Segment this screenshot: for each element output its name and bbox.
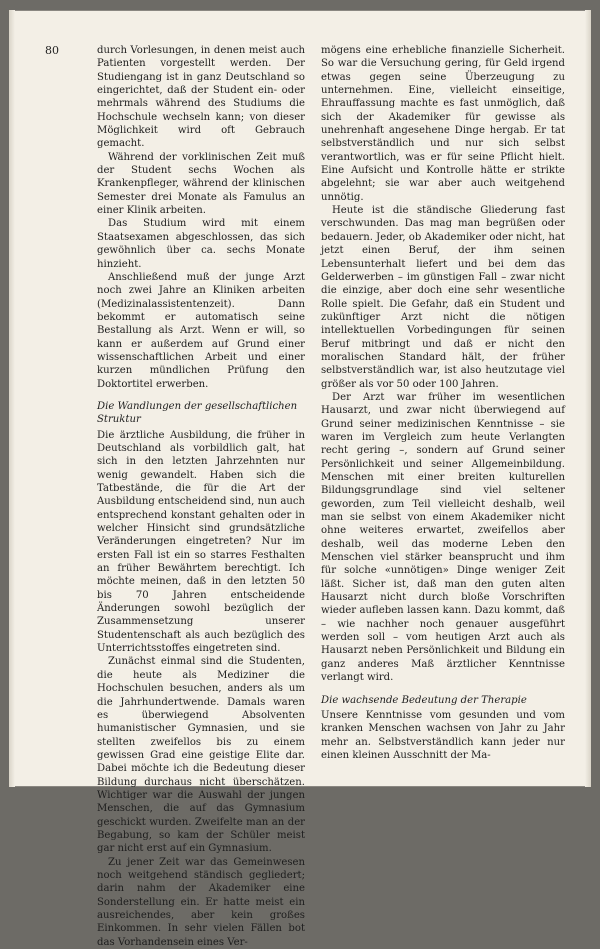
- paragraph: Anschließend muß der junge Arzt noch zwei Jahre an Kliniken arbeiten (Medizinalassistentenzeit). Dann bekommt er automatisch seine Bestallung als Arzt. Wenn er will, so kann er außerdem auf Grund einer wissenschaftlichen Arbeit und einer kurzen mündlichen Prüfung den Doktortitel erwerben.: [97, 271, 305, 390]
- paragraph: Das Studium wird mit einem Staatsexamen abgeschlossen, das sich gewöhnlich über ca. sechs Monate hinzieht.: [97, 218, 305, 270]
- paragraph: Die ärztliche Ausbildung, die früher in Deutschland als vorbildlich galt, hat sich in den letzten Jahrzehnten nur wenig gewandelt. Haben sich die Tatbestände, die für die Art der Ausbildung entscheidend sind, nun auch entsprechend konstant gehalten oder in welcher Hinsicht sind grundsätzliche Veränderungen eingetreten? Nur im ersten Fall ist ein so starres Festhalten an früher Bewährtem berechtigt. Ich möchte meinen, daß in den letzten 50 bis 70 Jahren entscheidende Änderungen sowohl bezüglich der Zusammensetzung unserer Studentenschaft als auch bezüglich des Unterrichtsstoffes eingetreten sind.: [97, 429, 305, 655]
- section-heading: Die Wandlungen der gesellschaftlichen Struktur: [97, 400, 298, 426]
- paragraph: Während der vorklinischen Zeit muß der Student sechs Wochen als Krankenpfleger, während der klinischen Semester drei Monate als Famulus an einer Klinik arbeiten.: [97, 151, 305, 217]
- page-edge-left: [9, 10, 15, 787]
- paragraph: Heute ist die ständische Gliederung fast verschwunden. Das mag man begrüßen oder bedauern. Jeder, ob Akademiker oder nicht, hat jetzt einen Beruf, der ihm seinen Lebensunterhalt liefert und bei dem das Gelderwerben – im günstigen Fall – zwar nicht die einzige, aber doch eine sehr wesentliche Rolle spielt. Die Gefahr, daß ein Student und zukünftiger Arzt nicht die nötigen intellektuellen Vorbedingungen für seinen Beruf mitbringt und daß er nicht den moralischen Standard hält, der früher selbstverständlich war, ist also heutzutage viel größer als vor 50 oder 100 Jahren.: [321, 205, 565, 390]
- paragraph: Zunächst einmal sind die Studenten, die heute als Mediziner die Hochschulen besuchen, anders als um die Jahrhundertwende. Damals waren es überwiegend Absolventen humanistischer Gymnasien, und sie stellten zweifellos bis zu einem gewissen Grad eine geistige Elite dar. Dabei möchte ich die Bedeutung dieser Bildung durchaus nicht überschätzen. Wichtiger war die Auswahl der jungen Menschen, die auf das Gymnasium geschickt wurden. Zweifelte man an der Begabung, so kam der Schüler meist gar nicht erst auf ein Gymnasium.: [97, 656, 305, 855]
- page-edge-right: [585, 10, 591, 787]
- paragraph: mögens eine erhebliche finanzielle Sicherheit. So war die Versuchung gering, für Geld irgend etwas gegen seine Überzeugung zu unternehmen. Eine, vielleicht einseitige, Ehrauffassung machte es fast unmöglich, daß sich der Akademiker für gewisse als unehrenhaft angesehene Dinge hergab. Er tat selbstverständlich und nur sich selbst verantwortlich, was er für seine Pflicht hielt. Eine Aufsicht und Kontrolle hätte er strikte abgelehnt; sie war aber auch weitgehend unnötig.: [321, 45, 565, 203]
- left-column: [97, 44, 305, 949]
- paragraph: durch Vorlesungen, in denen meist auch Patienten vorgestellt werden. Der Studiengang ist in ganz Deutschland so eingerichtet, daß der Student ein- oder mehrmals während des Studiums die Hochschule wechseln kann; von dieser Möglichkeit wird oft Gebrauch gemacht.: [97, 45, 305, 150]
- section-heading: Die wachsende Bedeutung der Therapie: [321, 694, 527, 706]
- paragraph: Unsere Kenntnisse vom gesunden und vom kranken Menschen wachsen von Jahr zu Jahr mehr an. Selbstverständlich kann jeder nur einen kleinen Ausschnitt der Ma-: [321, 709, 565, 761]
- book-page: [9, 10, 591, 948]
- paragraph: Zu jener Zeit war das Gemeinwesen noch weitgehend ständisch gegliedert; darin nahm der Akademiker eine Sonderstellung ein. Er hatte meist ein ausreichendes, aber kein großes Einkommen. In sehr vielen Fällen bot das Vorhandensein eines Ver-: [97, 856, 305, 948]
- page-number: 80: [45, 44, 59, 57]
- right-column: [321, 44, 565, 762]
- paragraph: Der Arzt war früher im wesentlichen Hausarzt, und zwar nicht überwiegend auf Grund seiner medizinischen Kenntnisse – sie waren im Vergleich zum heute Verlangten recht gering –, sondern auf Grund seiner Persönlichkeit und seiner Allgemeinbildung. Menschen mit einer breiten kulturellen Bildungsgrundlage sind viel seltener geworden, zum Teil vielleicht deshalb, weil man sie selbst von einem Akademiker nicht ohne weiteres erwartet, zweifellos aber deshalb, weil das moderne Leben den Menschen viel stärker beansprucht und ihm für solche «unnötigen» Dinge weniger Zeit läßt. Sicher ist, daß man den guten alten Hausarzt nicht durch bloße Vorschriften wieder aufleben lassen kann. Dazu kommt, daß – wie nachher noch genauer ausgeführt werden soll – vom heutigen Arzt auch als Hausarzt neben Persönlichkeit und Bildung ein ganz anderes Maß ärztlicher Kenntnisse verlangt wird.: [321, 391, 565, 684]
